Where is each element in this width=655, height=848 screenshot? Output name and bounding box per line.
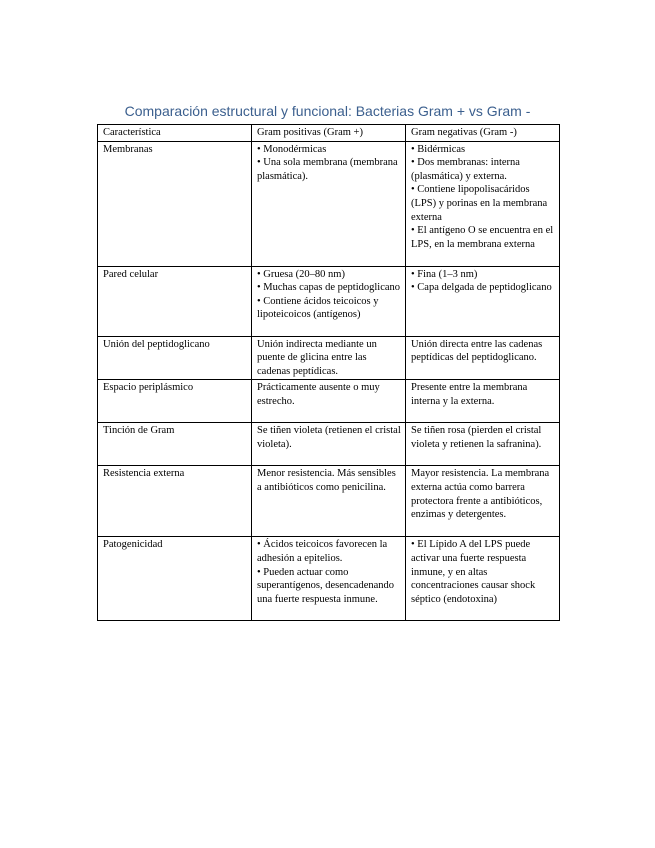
cell-line: • Pueden actuar como superantígenos, desencadenando una fuerte respuesta inmune.	[257, 566, 395, 605]
feature-cell: Patogenicidad	[98, 537, 252, 621]
cell-line: • Monodérmicas	[257, 143, 327, 155]
gram-positive-cell	[252, 466, 406, 537]
cell-line: Unión directa entre las cadenas peptídicas del peptidoglicano.	[411, 338, 543, 364]
gram-positive-cell	[252, 266, 406, 336]
feature-cell: Espacio periplásmico	[98, 380, 252, 423]
feature-cell: Tinción de Gram	[98, 423, 252, 466]
header-characteristic: Característica	[98, 125, 252, 142]
gram-negative-cell	[406, 423, 560, 466]
cell-line: Se tiñen violeta (retienen el cristal violeta).	[257, 425, 401, 450]
feature-cell: Membranas	[98, 141, 252, 266]
gram-negative-cell	[406, 266, 560, 336]
gram-positive-cell	[252, 380, 406, 423]
feature-cell: Pared celular	[98, 266, 252, 336]
gram-negative-cell	[406, 141, 560, 266]
page-title: Comparación estructural y funcional: Bacterias Gram + vs Gram -	[124, 103, 531, 119]
cell-line: • El antígeno O se encuentra en el LPS, en la membrana externa	[411, 225, 554, 250]
table-row	[98, 537, 560, 621]
table-row	[98, 423, 560, 466]
comparison-table	[97, 124, 560, 621]
cell-line: Presente entre la membrana interna y la externa.	[411, 382, 528, 407]
cell-line: • Una sola membrana (membrana plasmática).	[257, 157, 398, 182]
feature-cell: Unión del peptidoglicano	[98, 336, 252, 380]
cell-line: • Ácidos teicoicos favorecen la adhesión a epitelios.	[257, 539, 388, 564]
cell-line: • Gruesa (20–80 nm)	[257, 268, 345, 280]
gram-positive-cell	[252, 423, 406, 466]
gram-positive-cell	[252, 336, 406, 380]
cell-line: • Capa delgada de peptidoglicano	[411, 282, 552, 294]
header-gram-positive: Gram positivas (Gram +)	[252, 125, 406, 142]
table-row	[98, 466, 560, 537]
table-row	[98, 336, 560, 380]
gram-negative-cell	[406, 336, 560, 380]
gram-negative-cell	[406, 537, 560, 621]
table-header-row	[98, 125, 560, 142]
header-gram-negative: Gram negativas (Gram -)	[406, 125, 560, 142]
gram-positive-cell	[252, 141, 406, 266]
cell-line: Menor resistencia. Más sensibles a antibióticos como penicilina.	[257, 468, 396, 493]
gram-positive-cell	[252, 537, 406, 621]
cell-line: Unión indirecta mediante un puente de glicina entre las cadenas peptídicas.	[257, 338, 377, 377]
cell-line: Prácticamente ausente o muy estrecho.	[257, 382, 380, 407]
cell-line: • Bidérmicas	[411, 143, 466, 155]
table-row	[98, 380, 560, 423]
cell-line: Mayor resistencia. La membrana externa actúa como barrera protectora frente a antibióticos, enzimas y detergentes.	[411, 468, 550, 521]
cell-line: • Contiene ácidos teicoicos y lipoteicoicos (antígenos)	[257, 295, 379, 321]
gram-negative-cell	[406, 466, 560, 537]
table-row	[98, 141, 560, 266]
table-row	[98, 266, 560, 336]
cell-line: • El Lípido A del LPS puede activar una fuerte respuesta inmune, y en altas concentraciones causar shock séptico (endotoxina)	[411, 539, 536, 605]
cell-line: • Fina (1–3 nm)	[411, 268, 478, 280]
cell-line: Se tiñen rosa (pierden el cristal violeta y retienen la safranina).	[411, 425, 542, 450]
cell-line: • Muchas capas de peptidoglicano	[257, 282, 401, 294]
gram-negative-cell	[406, 380, 560, 423]
cell-line: • Contiene lipopolisacáridos (LPS) y porinas en la membrana externa	[411, 184, 548, 223]
cell-line: • Dos membranas: interna (plasmática) y externa.	[411, 157, 520, 182]
feature-cell: Resistencia externa	[98, 466, 252, 537]
